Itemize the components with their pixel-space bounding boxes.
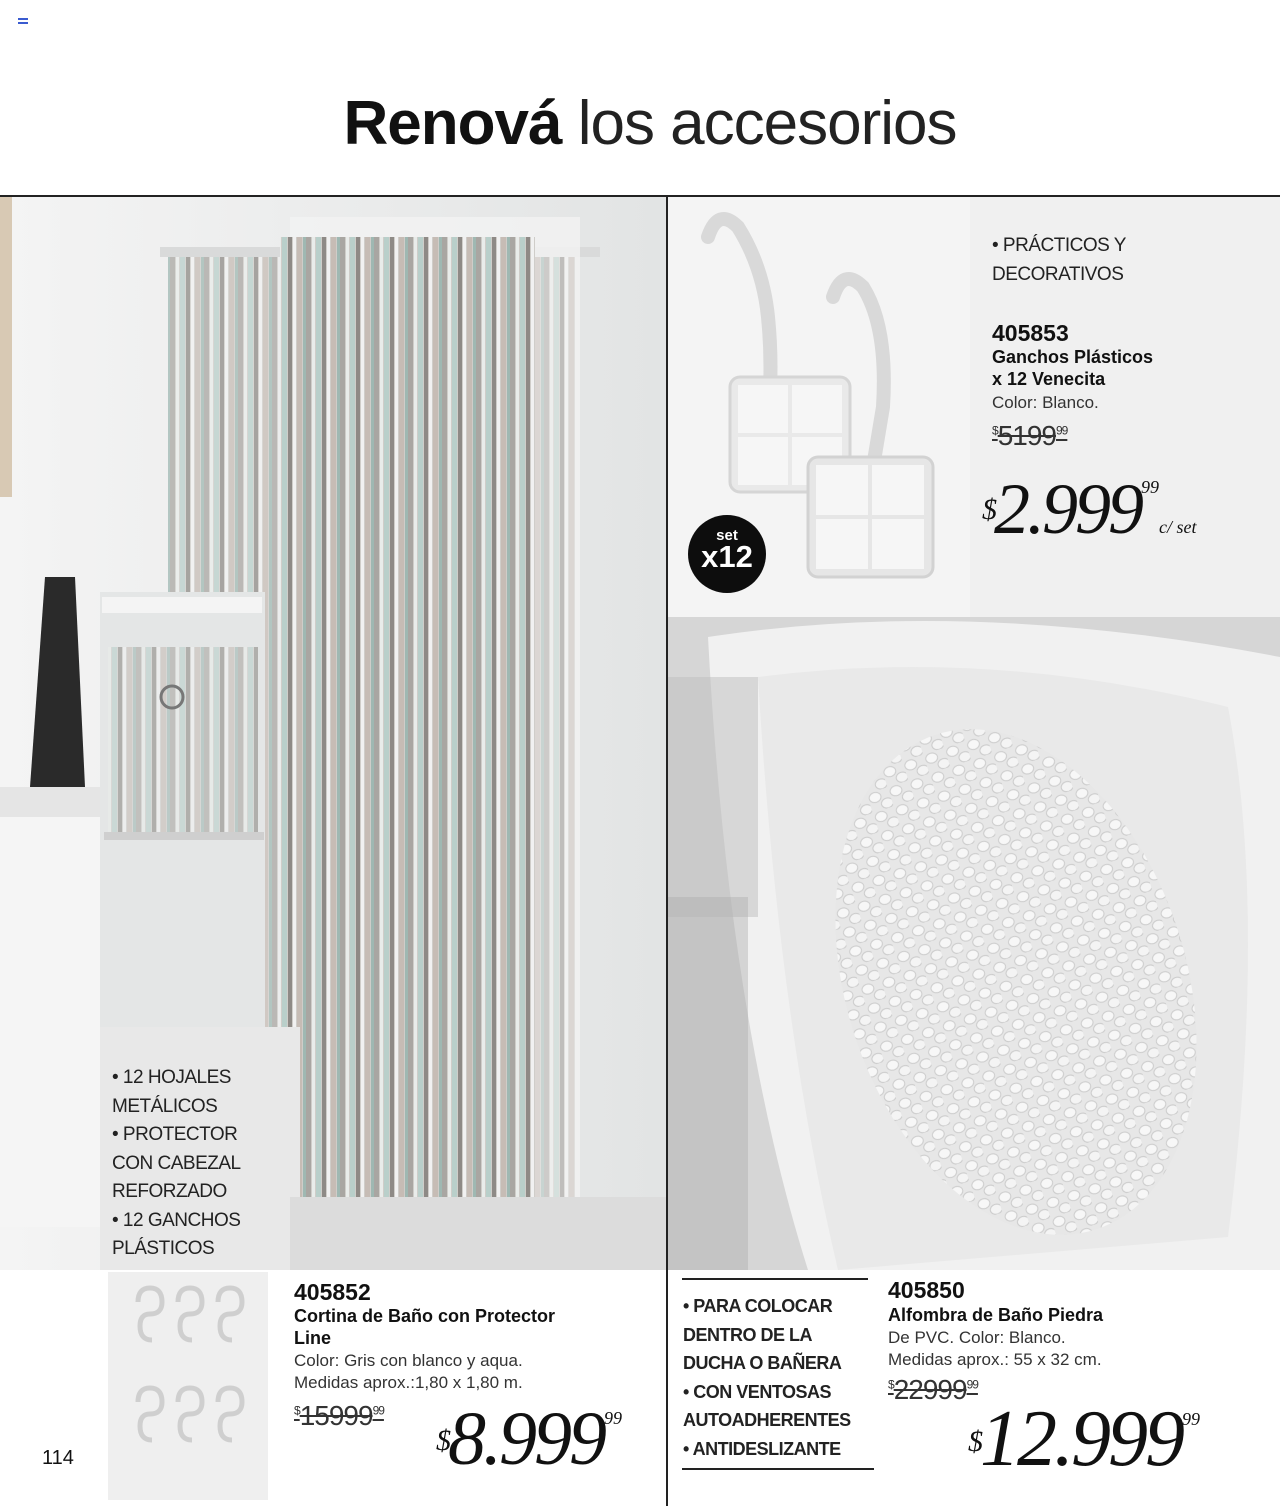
old-price-value: 15999: [299, 1400, 373, 1431]
feature-line: METÁLICOS: [112, 1095, 218, 1117]
title-bold: Renová: [343, 89, 562, 158]
hooks-features: [992, 232, 1126, 289]
product-description: [294, 1350, 523, 1394]
badge-small: set: [716, 527, 738, 544]
feature-line: • 12 GANCHOS: [112, 1209, 241, 1231]
feature-line: • PROTECTOR: [112, 1124, 238, 1145]
price-value: 8.999: [448, 1397, 604, 1481]
curtain-hooks-thumbnail: [108, 1272, 268, 1500]
badge-big: x12: [701, 539, 753, 574]
price-cents: 99: [604, 1408, 622, 1428]
description-line: Color: Blanco.: [992, 393, 1099, 412]
old-price-value: 5199: [997, 420, 1056, 451]
product-name: [992, 346, 1153, 390]
old-price-value: 22999: [893, 1374, 967, 1405]
product-name-line: Alfombra de Baño Piedra: [888, 1305, 1104, 1325]
corner-mark: [18, 18, 28, 26]
price-cents: 99: [1182, 1409, 1200, 1429]
old-price-cents: 99: [1055, 423, 1068, 438]
product-name: [888, 1304, 1103, 1326]
feature-line: DENTRO DE LA: [683, 1324, 812, 1345]
product-name: [294, 1305, 555, 1349]
product-name-line: Line: [294, 1328, 332, 1348]
description-line: Medidas aprox.: 55 x 32 cm.: [888, 1350, 1102, 1369]
price-cents: 99: [1141, 477, 1159, 497]
feature-line: REFORZADO: [112, 1181, 227, 1202]
page-number: 114: [42, 1447, 74, 1469]
bath-mat-photo: [668, 617, 1280, 1270]
price-currency: $: [436, 1424, 448, 1457]
description-line: De PVC. Color: Blanco.: [888, 1328, 1066, 1347]
feature-line: • 12 HOJALES: [112, 1067, 231, 1088]
product-name-line: Cortina de Baño con Protector: [294, 1306, 556, 1326]
product-description: [992, 392, 1099, 414]
description-line: Color: Gris con blanco y aqua.: [294, 1351, 523, 1370]
old-price: [992, 420, 1067, 452]
product-description: [888, 1327, 1102, 1371]
curtain-features: [112, 1064, 241, 1264]
product-name-line: Ganchos Plásticos: [992, 347, 1154, 367]
old-price-cents: 99: [372, 1403, 384, 1418]
product-code: 405850: [888, 1277, 965, 1303]
title-light: los accesorios: [577, 89, 957, 158]
old-price-currency: $: [888, 1377, 894, 1392]
price-value: 2.999: [994, 469, 1141, 549]
feature-line: • PRÁCTICOS Y: [992, 235, 1126, 256]
product-code: 405852: [294, 1279, 371, 1305]
price-value: 12.999: [980, 1395, 1182, 1483]
shower-curtain-photo: [0, 197, 666, 1270]
old-price-currency: $: [294, 1403, 300, 1418]
page-title: [0, 88, 1280, 159]
price-currency: $: [968, 1425, 980, 1458]
price-currency: $: [982, 493, 994, 526]
product-name-line: x 12 Venecita: [992, 369, 1106, 389]
features-bottom-rule: [682, 1468, 874, 1470]
product-code: 405853: [992, 320, 1069, 346]
sale-price: [436, 1396, 622, 1483]
feature-line: PLÁSTICOS: [112, 1238, 215, 1259]
features-top-rule: [682, 1278, 868, 1280]
old-price: [888, 1374, 978, 1406]
old-price-cents: 99: [966, 1377, 978, 1392]
mat-features: [683, 1292, 851, 1463]
feature-line: • ANTIDESLIZANTE: [683, 1438, 841, 1459]
feature-line: DECORATIVOS: [992, 263, 1124, 285]
feature-line: • CON VENTOSAS: [683, 1381, 831, 1402]
description-line: Medidas aprox.:1,80 x 1,80 m.: [294, 1373, 523, 1392]
old-price: [294, 1400, 384, 1432]
price-unit: c/ set: [1159, 517, 1197, 537]
old-price-currency: $: [992, 423, 998, 438]
sale-price: [982, 468, 1197, 551]
feature-line: DUCHA O BAÑERA: [683, 1353, 842, 1373]
feature-line: CON CABEZAL: [112, 1152, 241, 1174]
feature-line: • PARA COLOCAR: [683, 1296, 833, 1316]
sale-price: [968, 1394, 1200, 1485]
feature-line: AUTOADHERENTES: [683, 1410, 851, 1430]
set-badge: [688, 515, 766, 593]
